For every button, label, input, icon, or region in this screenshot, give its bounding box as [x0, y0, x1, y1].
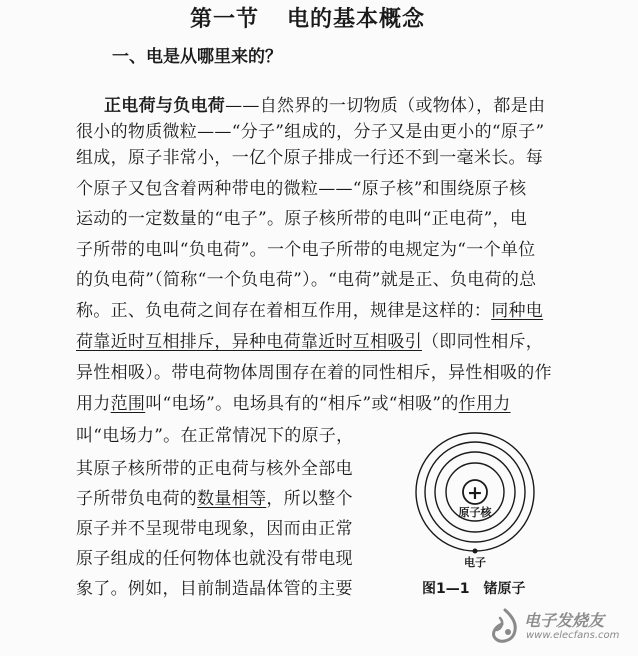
text-line-13: 其原子核所带的正电荷与核外全部电 — [76, 459, 353, 479]
electron-label: 电子 — [464, 556, 486, 569]
chapter-number: 第一节 — [190, 6, 260, 32]
text-fragment: （即同性相斥， — [422, 332, 544, 352]
nucleus-label: 原子核 — [458, 506, 492, 519]
text-line-12: 叫“电场力”。在正常情况下的原子， — [76, 426, 354, 446]
underlined-term: 数量相等 — [197, 489, 267, 509]
text-line-7: 的负电荷”（简称“一个负电荷”）。“电荷”就是正、负电荷的总 — [76, 270, 537, 290]
watermark — [488, 606, 634, 650]
figure-title: 锗原子 — [483, 581, 526, 597]
text-line-4: 个原子又包含着两种带电的微粒——“原子核”和围绕原子核 — [76, 179, 527, 199]
text-fragment: ，所以整个 — [266, 489, 353, 509]
nucleus-plus-symbol: + — [467, 482, 483, 504]
text-line-6: 子所带的电叫“负电荷”。一个电子所带的电规定为“一个单位 — [76, 240, 536, 260]
text-line-17: 象了。例如，目前制造晶体管的主要 — [76, 579, 353, 599]
underlined-term: 作用力 — [458, 394, 511, 414]
electron-dot — [473, 549, 478, 554]
section-heading: 一、电是从哪里来的？ — [112, 47, 282, 67]
text-line-2: 很小的物质微粒——“分子”组成的，分子又是由更小的“原子” — [76, 122, 545, 142]
text-line-10: 异性相吸）。带电荷物体周围存在着的同性相斥，异性相吸的作 — [76, 363, 552, 383]
watermark-text: 电子发烧友 — [524, 611, 605, 630]
text-line-1 — [104, 98, 545, 115]
chapter-title — [190, 2, 425, 33]
text-line-3: 组成，原子非常小，一亿个原子排成一行还不到一毫米长。每 — [76, 148, 544, 168]
text-line-8 — [76, 303, 543, 320]
text-fragment: 叫“电场”。电场具有的“相斥”或“相吸”的 — [145, 394, 459, 414]
underlined-rule: 荷靠近时互相排斥，异种电荷靠近时互相吸引 — [76, 332, 422, 352]
text-line-16: 原子组成的任何物体也就没有带电现 — [76, 549, 353, 569]
text-fragment: 子所带负电荷的 — [76, 489, 198, 509]
text-fragment: 用力 — [76, 394, 111, 414]
text-line-11 — [76, 396, 511, 413]
underlined-term: 范围 — [110, 394, 146, 414]
watermark-url: www.elecfans.com — [526, 630, 620, 641]
text-line-5: 运动的一定数量的“电子”。原子核所带的电叫“正电荷”，电 — [76, 209, 528, 229]
text-fragment: 称。正、负电荷之间存在着相互作用，规律是这样的： — [76, 301, 492, 321]
figure-caption — [422, 578, 525, 598]
underlined-rule: 同种电 — [491, 301, 544, 321]
text-line-15: 原子并不呈现带电现象，因而由正常 — [76, 519, 353, 539]
figure-number: 图1—1 — [422, 581, 470, 597]
term-positive-negative-charge: 正电荷与负电荷 — [104, 96, 226, 116]
text-line-14 — [76, 491, 353, 508]
text-fragment: ——自然界的一切物质（或物体），都是由 — [225, 96, 546, 116]
watermark-logo-icon — [488, 608, 522, 648]
text-line-9 — [76, 334, 543, 351]
chapter-name: 电的基本概念 — [287, 6, 426, 32]
